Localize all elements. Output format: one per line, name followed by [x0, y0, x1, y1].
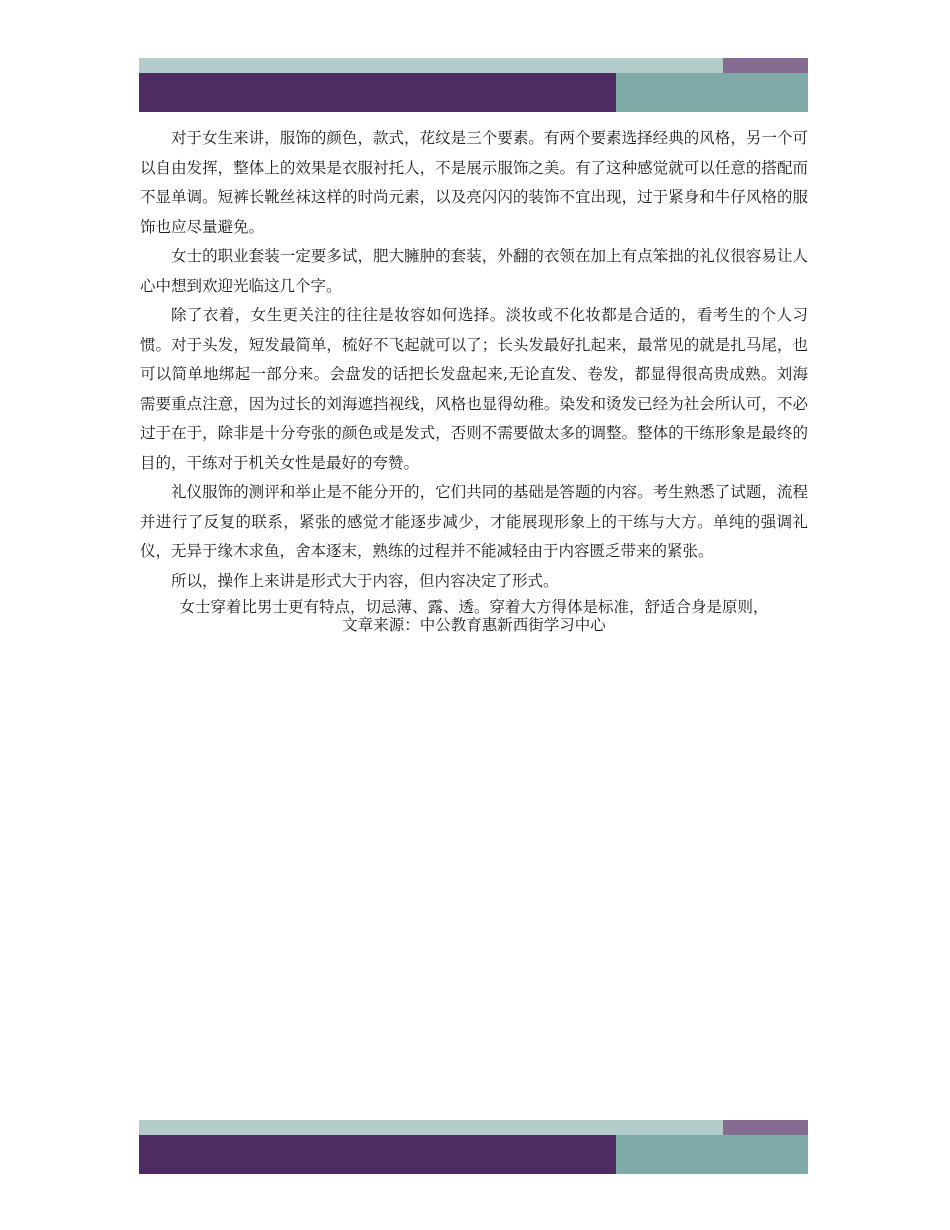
footer-block-teal — [616, 1135, 808, 1174]
footer-block-purple — [139, 1135, 616, 1174]
paragraph-suit-advice: 女士的职业套装一定要多试，肥大臃肿的套装，外翻的衣领在加上有点笨拙的礼仪很容易让人心中想到欢迎光临这几个字。 — [140, 247, 808, 295]
header-decoration — [139, 58, 808, 112]
footer-decoration — [139, 1120, 808, 1174]
header-block-teal — [616, 73, 808, 112]
paragraph-makeup-hair: 除了衣着，女生更关注的往往是妆容如何选择。淡妆或不化妆都是合适的，看考生的个人习惯。对于头发，短发最简单，梳好不飞起就可以了；长头发最好扎起来，最常见的就是扎马尾，也可以简单地绑起一部分来。会盘发的话把长发盘起来,无论直发、卷发，都显得很高贵成熟。刘海需要重点注意，因为过长的刘海遮挡视线，风格也显得幼稚。染发和烫发已经为社会所认可，不必过于在于，除非是十分夸张的颜色或是发式，否则不需要做太多的调整。整体的干练形象是最终的目的，干练对于机关女性是最好的夸赞。 — [140, 306, 808, 472]
paragraph-etiquette-content: 礼仪服饰的测评和举止是不能分开的，它们共同的基础是答题的内容。考生熟悉了试题，流程并进行了反复的联系，紧张的感觉才能逐步减少，才能展现形象上的干练与大方。单纯的强调礼仪，无异于缘木求鱼，舍本逐末，熟练的过程并不能减轻由于内容匮乏带来的紧张。 — [140, 483, 808, 560]
header-block-purple — [139, 73, 616, 112]
footer-strip-light — [139, 1120, 723, 1135]
document-body — [140, 124, 808, 634]
closing-block — [140, 598, 808, 634]
header-strip-mauve — [723, 58, 808, 73]
article-source: 文章来源：中公教育惠新西街学习中心 — [342, 616, 606, 634]
paragraph-conclusion: 所以，操作上来讲是形式大于内容，但内容决定了形式。 — [171, 571, 559, 590]
footer-strip-mauve — [723, 1120, 808, 1135]
paragraph-clothing-elements: 对于女生来讲，服饰的颜色，款式，花纹是三个要素。有两个要素选择经典的风格，另一个可以自由发挥，整体上的效果是衣服衬托人，不是展示服饰之美。有了这种感觉就可以任意的搭配而不显单调。短裤长靴丝袜这样的时尚元素，以及亮闪闪的装饰不宜出现，过于紧身和牛仔风格的服饰也应尽量避免。 — [140, 129, 808, 236]
closing-summary: 女士穿着比男士更有特点，切忌薄、露、透。穿着大方得体是标准，舒适合身是原则， — [179, 598, 769, 616]
header-strip-light — [139, 58, 723, 73]
